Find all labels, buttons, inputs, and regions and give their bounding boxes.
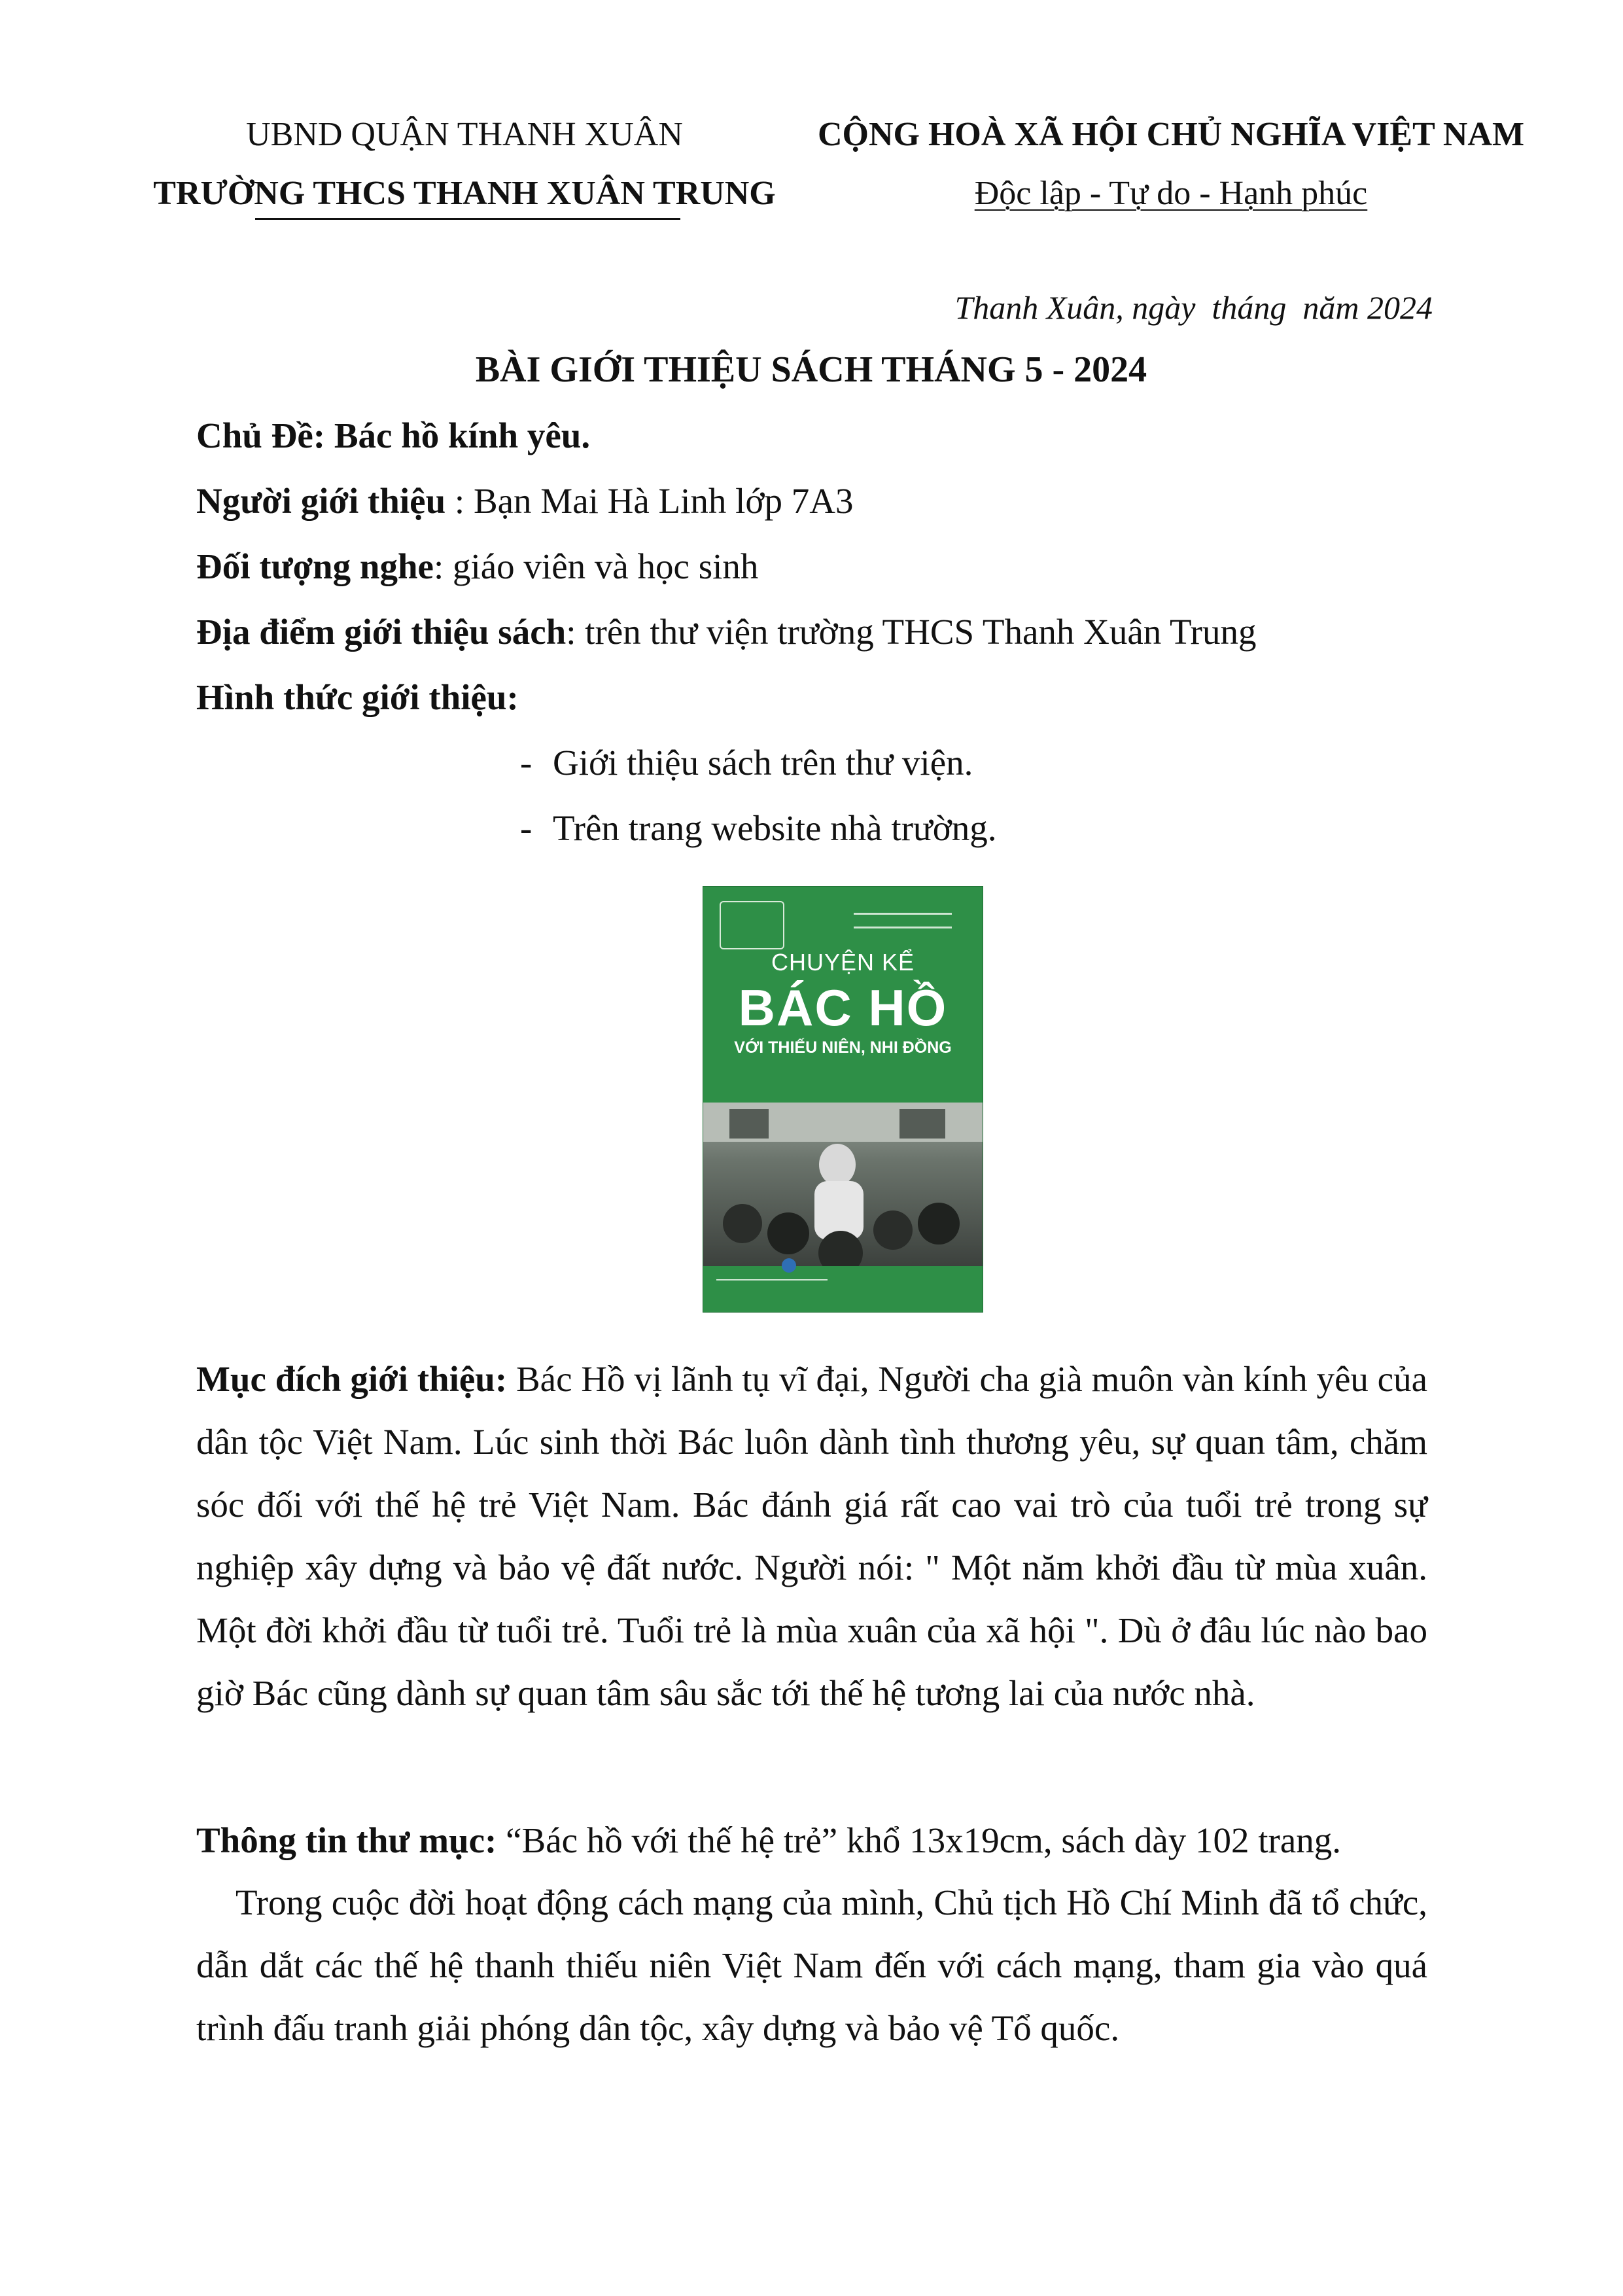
district-name: UBND QUẬN THANH XUÂN	[246, 116, 683, 153]
cover-title-line3: VỚI THIẾU NIÊN, NHI ĐỒNG	[734, 1038, 952, 1057]
format-item	[520, 738, 1436, 788]
school-name: TRƯỜNG THCS THANH XUÂN TRUNG	[153, 175, 776, 212]
cover-title-line2: BÁC HỒ	[738, 979, 948, 1036]
book-cover-image	[703, 887, 983, 1312]
format-label: Hình thức giới thiệu:	[196, 677, 519, 717]
topic-text: Chủ Đề: Bác hồ kính yêu.	[196, 415, 591, 455]
cover-title-line1: CHUYỆN KỂ	[771, 949, 915, 976]
school-header	[150, 111, 778, 217]
format-item-text: Trên trang website nhà trường.	[553, 808, 997, 848]
bibliography-line	[196, 1816, 1439, 1865]
location-value: : trên thư viện trường THCS Thanh Xuân Trung	[566, 612, 1257, 652]
purpose-text: Bác Hồ vị lãnh tụ vĩ đại, Người cha già muôn vàn kính yêu của dân tộc Việt Nam. Lúc sinh thời Bác luôn dành tình thương yêu, sự quan tâm, chăm sóc đối với thế hệ trẻ Việt Nam. Bác đánh giá rất cao vai trò của tuổi trẻ trong sự nghiệp xây dựng và bảo vệ đất nước. Người nói: " Một năm khởi đầu từ mùa xuân. Một đời khởi đầu từ tuổi trẻ. Tuổi trẻ là mùa xuân của xã hội ". Dù ở đâu lúc nào bao giờ Bác cũng dành sự quan tâm sâu sắc tới thế hệ tương lai của nước nhà.	[196, 1359, 1428, 1713]
location-line	[196, 607, 1439, 657]
header-divider	[255, 218, 680, 220]
bibliography-label: Thông tin thư mục:	[196, 1820, 497, 1860]
bibliography-text: “Bác hồ với thế hệ trẻ” khổ 13x19cm, sách dày 102 trang.	[497, 1820, 1341, 1860]
format-item	[520, 804, 1436, 853]
body-paragraph: Trong cuộc đời hoạt động cách mạng của mình, Chủ tịch Hồ Chí Minh đã tổ chức, dẫn dắt các thế hệ thanh thiếu niên Việt Nam đến với cách mạng, tham gia vào quá trình đấu tranh giải phóng dân tộc, xây dựng và bảo vệ Tổ quốc.	[196, 1882, 1427, 2048]
audience-line	[196, 542, 1439, 592]
cover-author-mark	[854, 913, 952, 928]
audience-value: : giáo viên và học sinh	[433, 546, 759, 586]
topic-line	[196, 411, 1439, 461]
audience-label: Đối tượng nghe	[196, 546, 434, 586]
cover-photo-silhouettes	[703, 1103, 983, 1266]
purpose-paragraph	[196, 1348, 1427, 1725]
publisher-mark	[716, 1279, 828, 1295]
national-motto: Độc lập - Tự do - Hạnh phúc	[974, 175, 1368, 212]
national-header	[805, 111, 1537, 217]
cover-photo	[703, 1103, 983, 1266]
country-name: CỘNG HOÀ XÃ HỘI CHỦ NGHĨA VIỆT NAM	[817, 116, 1525, 153]
presenter-value: : Bạn Mai Hà Linh lớp 7A3	[445, 481, 854, 521]
series-badge-icon	[720, 901, 784, 949]
bullet-dash: -	[520, 743, 532, 783]
purpose-label: Mục đích giới thiệu:	[196, 1359, 508, 1399]
format-item-text: Giới thiệu sách trên thư viện.	[553, 743, 973, 783]
format-line	[196, 673, 1439, 722]
document-title: BÀI GIỚI THIỆU SÁCH THÁNG 5 - 2024	[475, 349, 1147, 390]
presenter-label: Người giới thiệu	[196, 481, 446, 521]
date-line: Thanh Xuân, ngày tháng năm 2024	[954, 289, 1433, 326]
location-label: Địa điểm giới thiệu sách	[196, 612, 567, 652]
bullet-dash: -	[520, 808, 532, 848]
publisher-logo-icon	[782, 1258, 796, 1273]
presenter-line	[196, 476, 1439, 526]
